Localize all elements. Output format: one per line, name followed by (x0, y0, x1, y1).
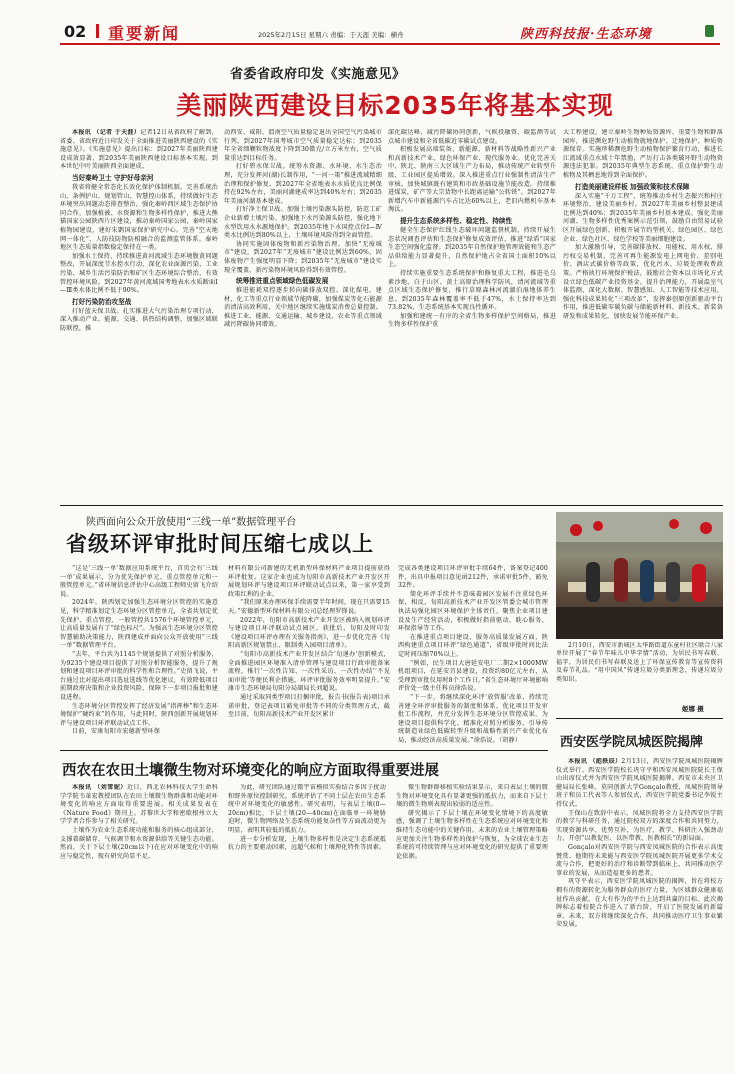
article1-byline: 本报讯 （记者 于天涯） (72, 129, 141, 136)
header-divider-mark (96, 24, 99, 38)
article2-paragraph: 目前，安康旬阳市宏德新型环保 (72, 728, 161, 736)
article4-col1 (60, 784, 218, 1069)
header-rule (60, 43, 720, 45)
masthead-badge-icon (705, 25, 714, 37)
article3-paragraph: Gonçalo对西安医学院与西安凤城医院的合作表示高度赞赏。他期待未来能与西安医学院凤城医院开展更多学术交流与合作，把更好的治疗和诊断带到临床上，共同推动医学事业的发展，从而造福更多的患者。 (556, 843, 723, 877)
article3-headline: 西安医学院凤城医院揭牌 (560, 735, 704, 750)
article1-paragraph: 深入实施“千万工程”，统筹推动乡村生态振兴和村庄环境整治，建设美丽乡村。到2027年美丽乡村整县建成比例达到40%；到2035年美丽乡村基本建成。强化美丽河湖、生物多样性优秀案例示范引领，鼓励自由贸易试验区开展绿色创新。积极开展节约型机关、绿色园区、绿色企业、绿色社区、绿色学校等美丽细胞建设。 (563, 192, 723, 243)
article4-paragraph: 土壤作为农业生态系统功能和服务的核心组成部分，支撑着碳储存、气候调节和水资源供给等关键生态功能。然而，关于下层土壤(20cm以下)在应对环境变化中的响应与稳定性，现有研究尚显不足。 (60, 826, 218, 860)
article1-paragraph: 推进能耗双控逐步转向碳排放双控。深化煤电、建材、化工等重点行业领域节能降碳，加强煤炭等化石能源消清洁高效利用，关中地区继续实施煤炭消费总量控制。推进工业、能源、交通运输、城乡建设、农业等重点领域减污降碳协同增效。 (224, 287, 382, 329)
page-number: 02 (64, 22, 87, 41)
article1-paragraph: 健全生态保护红线生态破坏问题监督机制，持续开展生态状况调查评估和生态保护修复成效评估，推进“绿盾”国家生态空间强化监督。到2035年自然保护地管理效能和生态产品供给能力显著提升，自然保护地占全省国土面积10%以上。 (388, 226, 556, 269)
article1-subhead: 当好秦岭卫士 守护好母亲河 (72, 173, 154, 182)
article3-paragraph: 王保山在致辞中表示，凤城医院将全力支持西安医学院的教学与科研任务，通过院校双方的深度合作和共同努力，实现资源共享、优势互补，为医疗、教学、科研注入强劲动力，开创“以教促医、以医带教、医教相长”的新局面。 (556, 809, 723, 843)
article2-paragraph: 生态环境分区管控发挥了经济发展“指挥棒”和生态环境保护“硬约束”的作用，与此同时，陕西创新开展规划环评与建设项目环评联动试点工作。 (60, 702, 218, 727)
article1-subhead: 提升生态系统多样性、稳定性、持续性 (400, 216, 513, 225)
article2-col1 (60, 565, 218, 745)
article2-paragraph: 在推进重点项目建设、服务高质量发展方面，陕西构建重点项目环评“绿色通道”，省级审批时间比法定时间压缩70%以上。 (398, 633, 548, 658)
article2-paragraph: “下一步，将继续深化环评‘放管服’改革，持续完善建全环评审批服务的制度和体系，优化项目开发审批工作流程，并充分发挥生态环境分区管控成果，为建设项目提供科学化、精准化对照分析服务，引导传统制造业绿色低碳转型升级和战略性新兴产业优化布局，推动经济高质量发展。”徐浩说。（胡静） (398, 693, 548, 744)
article2-paragraph: 材料有限公司新建的无机新型环保材料产业项目提前获得环评批复。这家企业也成为旬阳市高新技术产业开发区开展规划环评与建设项目环评联动试点以来，第一家享受到政策红利的企业。 (228, 565, 390, 598)
article1-subhead: 统筹推进重点领域绿色低碳发展 (236, 277, 329, 286)
article4-paragraph: 近日，西北农林科技大学生命科学学院韦革宏教授团队在农田土壤微生物群落和功能对环境变化的响应方面取得重要进展。相关成果发表在《Nature Food》期刊上。苏黎世大学和密歇根州立大学学者合作参与了相关研究。 (60, 784, 218, 826)
article3-byline: 本报讯 （彪轶辰） (568, 758, 622, 765)
article1-paragraph: 深化碳达峰，减污降碳协同创新，气候投融资、碳监测等试点城市建设和全省低碳近零碳试点建设。 (388, 129, 556, 145)
photo-scene-icon (556, 512, 723, 639)
article1-col4 (563, 129, 723, 499)
article1-col1 (60, 129, 218, 499)
section-divider (60, 505, 723, 506)
article4-headline: 西农在农田土壤微生物对环境变化的响应方面取得重要进展 (62, 763, 439, 779)
article1-paragraph: 打好净土保卫战。加强土壤污染源头防控，防范工矿企业新增土壤污染。加强地下水污染源头防控，强化地下水型饮用水水源地保护。到2035年地下水国控点位Ⅰ—Ⅳ类水比例达到80%以上，土壤环境风险得到全面管控。 (224, 206, 382, 240)
article2-paragraph: 完成各类建设项目环评审批手续64件，备案登记400件，出具申报项目意见函212件，承诺审批5件，豁免32件。 (398, 565, 548, 590)
news-photo (556, 512, 723, 639)
article4-paragraph: 为此，研究团队通过微宇宙模拟实验结合多因子扰动和野外原位控制研究，系统评估了不同土层在农田生态系统中对环境变化的敏感性。研究表明，与表层土壤(0—20cm)相比，下层土壤(20—40cm)在面临单一环境胁迫时，微生物网络及生态系统功能复杂性等方面波动更为明显，表明其较低的抵抗力。 (228, 784, 386, 834)
photo-credit: 姬娜 摄 (682, 705, 704, 713)
article4-paragraph: 研究揭示了下层土壤在环境变化情境下的高度敏感，强调了土壤生物多样性在生态系统应对环境变化和维持生态功能中的关键作用。未来的农业土壤管理策略应更加关注生物多样性的保护与恢复，为全球农业生态系统的可持续管理与应对环境变化的研究提供了重要理论依据。 (396, 809, 548, 860)
article2-headline: 省级环评审批时间压缩七成以上 (66, 532, 374, 556)
article4-top-rule (60, 750, 548, 751)
article1-paragraph: 加强水土保持，持续推进黄河流域生态环境腹黄问题整改，开展深度节水控水行动，深化农业面源污染、工业污染、城乡生活污染防治和矿区生态环境综合整治，有效管控环境风险。到2027年黄河流域国考地表水水质断面Ⅰ—Ⅲ类水体比例不低于90%。 (60, 252, 218, 295)
article1-paragraph: 协同实施固体废物和新污染物治理。加快“无废城市”建设，到2027年“无废城市”建设比例达到60%，固体废物产生强度明显下降；到2035年“无废城市”建设实现全覆盖，新污染物环境风险得到有效管控。 (224, 240, 382, 274)
article1-headline: 美丽陕西建设目标2035年将基本实现 (176, 91, 614, 120)
photo-caption-text: 2月10日，西安市新城区太华路街道东童村社区联合八家单位开展了“春节年味儿中华字情”活动，为居民书写春联、福字，为居民们书写春联及送上了环保宣传教育等宣传资料及春节礼品，“用中国风”传递垃圾分类新理念，传递垃圾分类知识。 (556, 642, 723, 683)
article2-paragraph: “去年，平台共为1145个规划提供了对照分析服务，为9235个建设项目提供了对照分析智能服务，提升了规划和建设项目环评审批的科学性和合理性。”史留飞说，平台通过比对提出项目选址选线等优化建议，有效降低项目前期政府决策和企业投资风险，保障下一步项目报批和建设进程。 (60, 650, 218, 701)
article4-paragraph: 进一步分析发现，上壤生物多样性是决定生态系统抵抗力的主要驱动因素，远超气候和土壤理化特性等因素。 (228, 835, 386, 852)
article3-top-rule (556, 718, 723, 719)
article4-col2 (228, 784, 386, 1069)
article1-paragraph: 积极发展高端装备、新能源、新材料等战略性新兴产业和高新技术产业，绿色环保产业、现代服务业。优化完善关中、陕北、陕南三大区域生产力布局，推动传统产业转型升级、工业园区提质增效。深入推进重点行业强制性清洁生产审核。加快城镇既有建筑和市政基础设施节能改造。持续推进煤炭，矿产等大宗货物中长距离运输“公转铁”。到2027年新增汽车中新能源汽车占比达60%以上，老旧内燃机车基本淘汰。 (388, 146, 556, 214)
article2-paragraph: 简化环评手续并不意味着园区发展不注重绿色环保，相反，旬阳高新技术产业开发区管委会城市管理执法局强化园区环境保护主体责任，聚焦企业项目建设及生产经营活动，积极做好指前驱动、耽心服务、环保指导等工作。 (398, 590, 548, 633)
article3-paragraph: 巩守平表示，西安医学院凤城医院的揭牌，旨在将校方拥有的资源转化为服务群众的医疗力量，为区域群众健康福祉作出贡献。在大有作为的平台上达到共赢的目标。此次揭牌标志着校院合作进入了新台阶，开启了医院发展的新篇章。未来，双方将继续深化合作，共同推动医疗卫生事业繁荣发展。 (556, 878, 723, 929)
article1-paragraph: 我省将健全常态化长效化保护体制机制，完善系统治山、条例护山、规划管山、智慧控山体系，持续做好生态环境突出问题动态排查整治，强化秦岭西区域生态保护协同合作，加强植被、水资源和生物多样性保护，推进大熊猫国家公园陕西片区建设，推动秦岭国家公园，秦岭国家植物园建设，建好朱鹮国家保护研究中心。完善“空天地网一体化”、人防技防物防相融合的监测监管体系。秦岭地区生态质量指数稳定保持在一类。 (60, 183, 218, 252)
article1-col2 (224, 129, 382, 499)
article1-paragraph: 打好碧水保卫战。统筹水资源、水环境、水生态治理，充分发挥河(湖)长制作用，“一河一策”推进流域精细治理和保护修复。到2027年全省地表水水质优良比例保持在92%左右，美丽河湖建成率达到40%左右；到2035年美丽河湖基本建成。 (224, 163, 382, 205)
article1-paragraph: 大工程建设。建立秦岭生物种质资源库、重要生物和群落园库，推进濒危野生动植物就地保护、迁地保护、种质资源保存。实施珍稀濒危野生动植物保护繁育行动，推进长江流域重点水域十年禁渔，严厉打击各类破坏野生动物资源违法犯罪。到2035年典型生态系统、重点保护野生动植物及其栖息地得到全面保护。 (563, 129, 723, 179)
photo-caption (556, 642, 723, 704)
article4-col3 (396, 784, 548, 1069)
article2-paragraph: 2022年，旬阳市高新技术产业开发区被纳入规划环评与建设项目环评联动试点园区。获批后，旬阳及时印发《建设项目环评办理有关服务指南》，进一步优化完善《旬阳高新区规划禁止、限制类入园项目清单》。 (228, 616, 390, 650)
article1-kicker: 省委省政府印发《实施意见》 (230, 67, 406, 82)
section-name: 重要新闻 (108, 24, 181, 43)
article1-paragraph: 打好蓝天保卫战。扎实推进大气污染治理专项行动，深入推动产业、能源、交通、供热结构调整，加强区域联防联控，推 (60, 307, 218, 332)
article2-paragraph: “我们原来办理环保手续需要半年时间，现在只需要15天。”宏德新型环保材料有限公司总经理罗锋说。 (228, 599, 390, 615)
article3-paragraph: 2月13日，西安医学院凤城医院揭牌仪式举行。西安医学院校长巩守平和西安凤城医院院长王保山出席仪式并为西安医学院凤城医院揭牌。西安市未央区卫健局局长张峰、莫同创新大学Gonçalo教授、凤城医院领导班子和员工代表等人参加仪式，西安医学院党委书记李锐主持仪式。 (556, 758, 723, 808)
article2-paragraph: “这是‘三线一单’数据应用系统平台，首页会有‘三线一单’成果展示，分为优先保护单元、重点管控单元和一般管控单元。”省环境信息评估中心高级工程师史留飞介绍说。 (60, 565, 218, 598)
article2-paragraph: “旬阳市高新技术产业开发区结合‘旬递办’创新模式，全面推进园区环境准入清单管理与建设项目行政审批备案流程，推行‘一次性告知、一次性采访、一次性办结’‘不见面审批’等便民利企措施，环评审批服务效率明显提升。”安康市生态环境局旬阳分局副局长刘超说。 (228, 650, 390, 693)
article1-paragraph: 动西安、咸阳、渭南空气质量稳定退出全国空气污染城市行列。到2027年国考城市空气质量稳定达标；到2035年全省细颗粒物浓度下降到30微克/立方米左右，空气质量重达到目标任务。 (224, 129, 382, 162)
article1-paragraph: 记者12日从省政府了解到，省委、省政府近日印发关于全面推进美丽陕西建设的《实施意见》。《实施意见》提出目标：到2027年美丽陕西建设成效显著，到2035年美丽陕西建设目标基本实现，到本世纪中叶美丽陕西全面建成。 (60, 129, 218, 171)
article2-paragraph: 2024年，陕西划定加强生态环境分区管控的实施意见，科学精准划定生态环境分区管控单元，全省共划定优先保护、重点管控、一般管控共1576个环境管控单元，让高质量发展有了“绿色标尺”。为强高生态环境分区管控智慧辅助决策能力，陕西建成并面向公众开放使用“三线一单”数据管理平台。 (60, 599, 218, 650)
page-header (0, 0, 735, 43)
article1-subhead: 打好污染防治攻坚战 (72, 297, 132, 306)
article4-byline: 本报讯 （刘雪妮） (72, 784, 127, 791)
article2-kicker: 陕西面向公众开放使用“三线一单”数据管理平台 (86, 517, 297, 528)
article4-paragraph: 微生物群群移植实验结果显示，来自表层土壤的微生物对环境变化具有显著更强的抵抗力，而来自下层土壤的微生物则表现出较弱的适应性。 (396, 784, 548, 809)
article1-col3 (388, 129, 556, 499)
article3-body (556, 758, 723, 1068)
article2-col2 (228, 565, 390, 745)
article1-paragraph: 持续实施重要生态系统保护和修复重大工程，推进毛乌素沙地、白于山区、黄土高原治理科学防风，清河流域等重点区域生态保护修复，推行草原森林河流湖泊湿地体养生息。到2035年森林覆盖率不低于47%，水土保持率达到73.82%，生态系统基本实现良性循环。 (388, 269, 556, 312)
article1-paragraph: 加大激励引导，完善碳排放权、用能权、用水权、排污权交易机制，完善可再生能源发电上网电价、差别电价、酒店式碳价格等政策，优化污水、垃圾处理收费政策。严格执行环境保护税法，鼓励社会资本以市场化方式设立绿色低碳产业投资基金，提升治理能力，开展温室气体监测，深化大数据、智慧感知、人工智能等技术应用，强化科技成果转化“三项改革”，发挥秦创原创新驱动平台作用，推进低碳零碳负碳与储能新材料、新技术、新装备研发和成果转化，加快发展节能环保产业。 (563, 244, 723, 320)
article2-col3 (398, 565, 548, 745)
article2-paragraph: “例如，民生项目大唐延安电厂二期2×1000MW机组项目，在延安首县建设，投资约80亿元左右，从受理到审批仅用时8个工作日。”省生态环境厅环境影响评价处一级主任科员徐浩说。 (398, 659, 548, 693)
masthead: 陕西科技报·生态环境 (520, 27, 652, 42)
article2-paragraph: 通过采取同类型项目打捆审批，报告书(报告表)项目承诺审批，登记表项目豁免审批等不同的分类管理方式，截至目前，旬阳高新技术产业开发区累计 (228, 693, 390, 719)
issue-meta: 2025年2月15日 星期六 责编：于天涯 美编：横舟 (258, 31, 404, 39)
article1-paragraph: 加强和建统一有序的全省生物多样保护空间格局，推进生物多样性保护重 (388, 312, 556, 329)
article1-subhead: 打造美丽建设样板 加强政策和技术保障 (575, 182, 690, 191)
